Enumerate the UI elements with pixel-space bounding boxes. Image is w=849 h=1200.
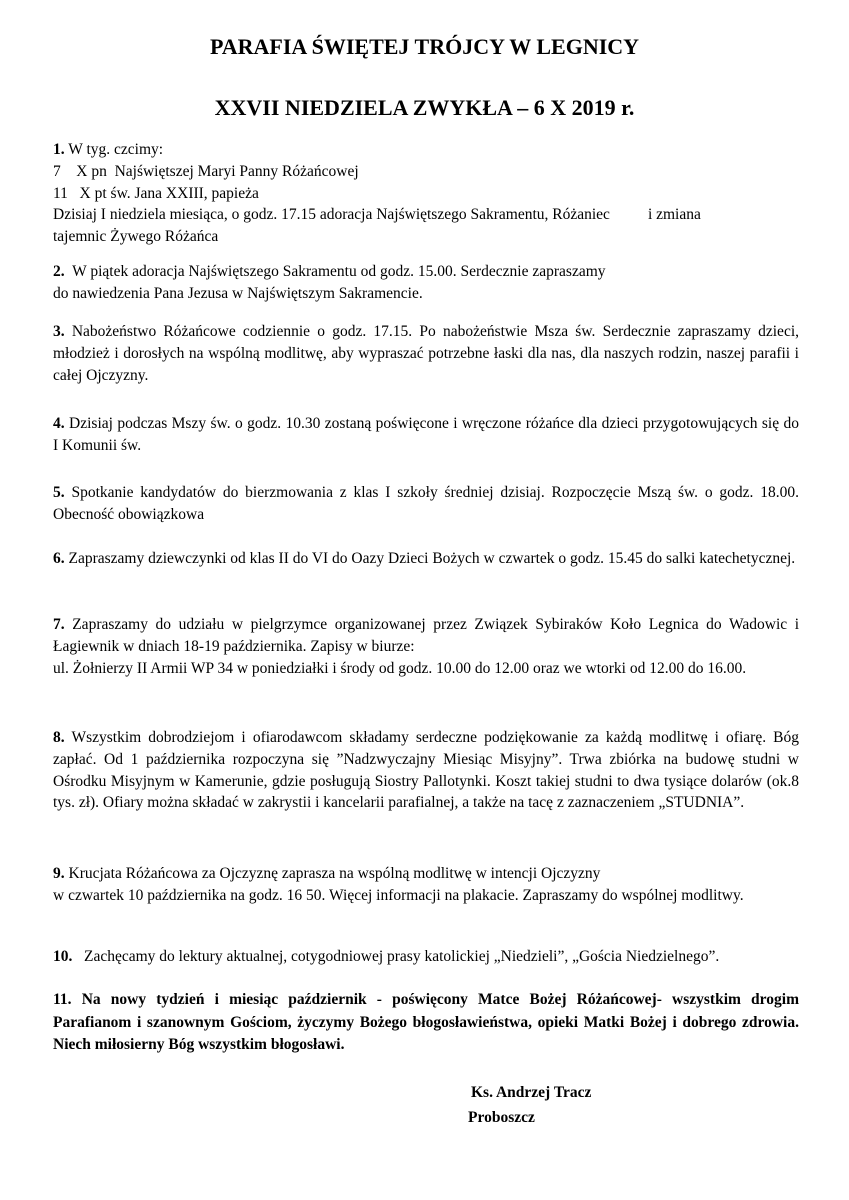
- announcement-9: [53, 863, 799, 907]
- announcement-5: [53, 482, 799, 526]
- announcement-2: [53, 261, 799, 305]
- announcement-number: 11.: [53, 991, 72, 1008]
- announcement-text: Zapraszamy dziewczynki od klas II do VI do Oazy Dzieci Bożych w czwartek o godz. 15.45 do salki katechetycznej.: [68, 550, 796, 567]
- announcement-1-line-1: [53, 139, 799, 161]
- announcement-number: 3.: [53, 323, 65, 340]
- announcement-text: Krucjata Różańcowa za Ojczyznę zaprasza na wspólną modlitwę w intencji Ojczyzny: [68, 865, 601, 882]
- sunday-title: XXVII NIEDZIELA ZWYKŁA – 6 X 2019 r.: [214, 95, 635, 120]
- announcement-2-line-2: do nawiedzenia Pana Jezusa w Najświętszym Sakramencie.: [53, 284, 423, 302]
- announcement-number: 1.: [53, 141, 65, 158]
- signature-role: Proboszcz: [468, 1109, 535, 1126]
- announcement-9-line-1: [53, 863, 799, 885]
- signature: [468, 1080, 591, 1130]
- announcement-1-line-5: tajemnic Żywego Różańca: [53, 228, 219, 246]
- signature-name: Ks. Andrzej Tracz: [471, 1084, 592, 1101]
- announcement-number: 7.: [53, 616, 65, 633]
- announcement-number: 9.: [53, 865, 65, 882]
- announcement-1-line-3: 11 X pt św. Jana XXIII, papieża: [53, 184, 259, 202]
- announcement-1-line-2: 7 X pn Najświętszej Maryi Panny Różańcowej: [53, 162, 359, 180]
- announcement-text: i zmiana: [647, 206, 701, 224]
- announcement-number: 2.: [53, 263, 65, 280]
- announcement-text: Dzisiaj podczas Mszy św. o godz. 10.30 zostaną poświęcone i wręczone różańce dla dzieci przygotowujących się do I Komunii św.: [53, 415, 799, 454]
- announcement-1-line-4: [53, 204, 799, 226]
- announcement-7-part-2: ul. Żołnierzy II Armii WP 34 w poniedziałki i środy od godz. 10.00 do 12.00 oraz we wtorki od 12.00 do 16.00.: [53, 659, 747, 677]
- announcement-text: W piątek adoracja Najświętszego Sakramentu od godz. 15.00. Serdecznie zapraszamy: [72, 263, 606, 280]
- announcement-10: [53, 946, 799, 968]
- announcement-number: 8.: [53, 729, 65, 746]
- announcement-number: 6.: [53, 550, 65, 567]
- announcement-text: Nabożeństwo Różańcowe codziennie o godz. 17.15. Po nabożeństwie Msza św. Serdecznie zapraszamy dzieci, młodzież i dorosłych na wspólną modlitwę, aby wypraszać potrzebne łaski dla nas, dla naszych rodzin, naszej parafii i całej Ojczyzny.: [53, 323, 800, 384]
- announcement-number: 4.: [53, 415, 65, 432]
- announcement-7-part-1: [53, 614, 799, 658]
- announcement-text: Dzisiaj I niedziela miesiąca, o godz. 17.15 adoracja Najświętszego Sakramentu, Różaniec: [53, 206, 610, 224]
- announcement-2-line-1: [53, 261, 799, 283]
- parish-title: PARAFIA ŚWIĘTEJ TRÓJCY W LEGNICY: [209, 34, 640, 59]
- announcement-text: W tyg. czcimy:: [68, 141, 164, 158]
- announcement-4: [53, 413, 799, 457]
- announcement-11: [53, 989, 799, 1057]
- announcement-3: [53, 321, 799, 386]
- announcement-number: 5.: [53, 484, 65, 501]
- announcement-text: Zapraszamy do udziału w pielgrzymce organizowanej przez Związek Sybiraków Koło Legnica do Wadowic i Łagiewnik w dniach 18-19 października. Zapisy w biurze:: [53, 616, 800, 655]
- announcement-text: Na nowy tydzień i miesiąc październik - poświęcony Matce Bożej Różańcowej- wszystkim drogim Parafianom i szanownym Gościom, życzymy Bożego błogosławieństwa, opieki Matki Bożej i dobrego zdrowia. Niech miłosierny Bóg wszystkim błogosławi.: [53, 991, 799, 1053]
- announcement-8: [53, 727, 799, 814]
- announcement-text: Wszystkim dobrodziejom i ofiarodawcom składamy serdeczne podziękowanie za każdą modlitwę i ofiarę. Bóg zapłać. Od 1 października rozpoczyna się ”Nadzwyczajny Miesiąc Misyjny”. Trwa zbiórka na budowę studni w Ośrodku Misyjnym w Kamerunie, gdzie posługują Siostry Pallotynki. Koszt takiej studni to dwa tysiące dolarów (ok.8 tys. zł). Ofiary można składać w zakrystii i kancelarii parafialnej, a także na tacę z zaznaczeniem „STUDNIA”.: [53, 729, 799, 812]
- announcement-6: [53, 548, 799, 570]
- announcement-9-part-2: w czwartek 10 października na godz. 16 50. Więcej informacji na plakacie. Zapraszamy do wspólnej modlitwy.: [53, 886, 744, 904]
- announcement-7: [53, 614, 799, 679]
- announcement-1: [53, 139, 799, 248]
- announcement-text: Spotkanie kandydatów do bierzmowania z klas I szkoły średniej dzisiaj. Rozpoczęcie Mszą św. o godz. 18.00. Obecność obowiązkowa: [53, 484, 799, 523]
- announcement-text: Zachęcamy do lektury aktualnej, cotygodniowej prasy katolickiej „Niedzieli”, „Gościa Niedzielnego”.: [84, 948, 720, 965]
- announcement-number: 10.: [53, 948, 73, 965]
